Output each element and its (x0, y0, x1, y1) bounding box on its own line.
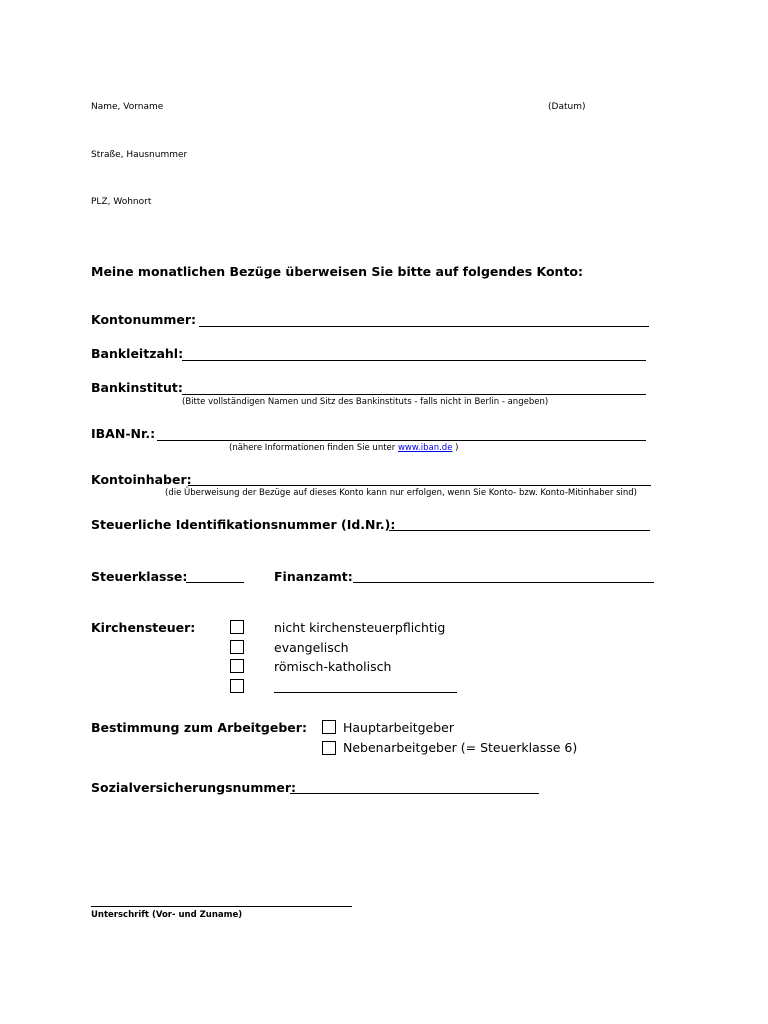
iban-hint-pre: (nähere Informationen finden Sie unter (229, 443, 398, 453)
intro-heading: Meine monatlichen Bezüge überweisen Sie bitte auf folgendes Konto: (91, 264, 584, 279)
steuerklasse-label: Steuerklasse: (91, 569, 188, 584)
steuer-id-field[interactable] (389, 530, 650, 531)
kontoinhaber-hint: (die Überweisung der Bezüge auf dieses Konto kann nur erfolgen, wenn Sie Konto- bzw. Konto-Mitinhaber sind) (165, 488, 637, 498)
iban-hint-post: ) (452, 443, 459, 453)
other-confession-field[interactable] (274, 692, 457, 693)
iban-hint (229, 443, 458, 453)
option-nebenarbeitgeber: Nebenarbeitgeber (= Steuerklasse 6) (343, 740, 578, 755)
option-nicht-kirchensteuerpflichtig: nicht kirchensteuerpflichtig (274, 620, 446, 635)
kontoinhaber-field[interactable] (188, 485, 651, 486)
checkbox-nicht-kirchensteuerpflichtig[interactable] (230, 620, 244, 634)
sozialversicherung-field[interactable] (290, 793, 539, 794)
finanzamt-label: Finanzamt: (274, 569, 353, 584)
bankleitzahl-field[interactable] (182, 360, 646, 361)
bankinstitut-label: Bankinstitut: (91, 380, 183, 395)
name-label: Name, Vorname (91, 102, 164, 112)
bankleitzahl-label: Bankleitzahl: (91, 346, 184, 361)
street-label: Straße, Hausnummer (91, 150, 188, 160)
checkbox-hauptarbeitgeber[interactable] (322, 720, 336, 734)
iban-label: IBAN-Nr.: (91, 426, 156, 441)
bankinstitut-hint: (Bitte vollständigen Namen und Sitz des Bankinstituts - falls nicht in Berlin - angeben) (182, 397, 549, 407)
iban-field[interactable] (157, 440, 646, 441)
signature-line[interactable] (91, 906, 352, 907)
option-evangelisch: evangelisch (274, 640, 349, 655)
option-roemisch-katholisch: römisch-katholisch (274, 659, 392, 674)
kirchensteuer-label: Kirchensteuer: (91, 620, 196, 635)
checkbox-evangelisch[interactable] (230, 640, 244, 654)
finanzamt-field[interactable] (353, 582, 654, 583)
kontoinhaber-label: Kontoinhaber: (91, 472, 192, 487)
date-label: (Datum) (548, 102, 586, 112)
arbeitgeber-label: Bestimmung zum Arbeitgeber: (91, 720, 307, 735)
checkbox-roemisch-katholisch[interactable] (230, 659, 244, 673)
bankinstitut-field[interactable] (182, 394, 646, 395)
iban-link[interactable]: www.iban.de (397, 443, 453, 453)
steuerklasse-field[interactable] (186, 582, 244, 583)
checkbox-nebenarbeitgeber[interactable] (322, 741, 336, 755)
option-hauptarbeitgeber: Hauptarbeitgeber (343, 720, 455, 735)
signature-label: Unterschrift (Vor- und Zuname) (91, 910, 243, 920)
steuer-id-label: Steuerliche Identifikationsnummer (Id.Nr.): (91, 517, 396, 532)
sozialversicherung-label: Sozialversicherungsnummer: (91, 780, 297, 795)
checkbox-other[interactable] (230, 679, 244, 693)
kontonummer-field[interactable] (199, 326, 649, 327)
city-label: PLZ, Wohnort (91, 197, 152, 207)
kontonummer-label: Kontonummer: (91, 312, 197, 327)
